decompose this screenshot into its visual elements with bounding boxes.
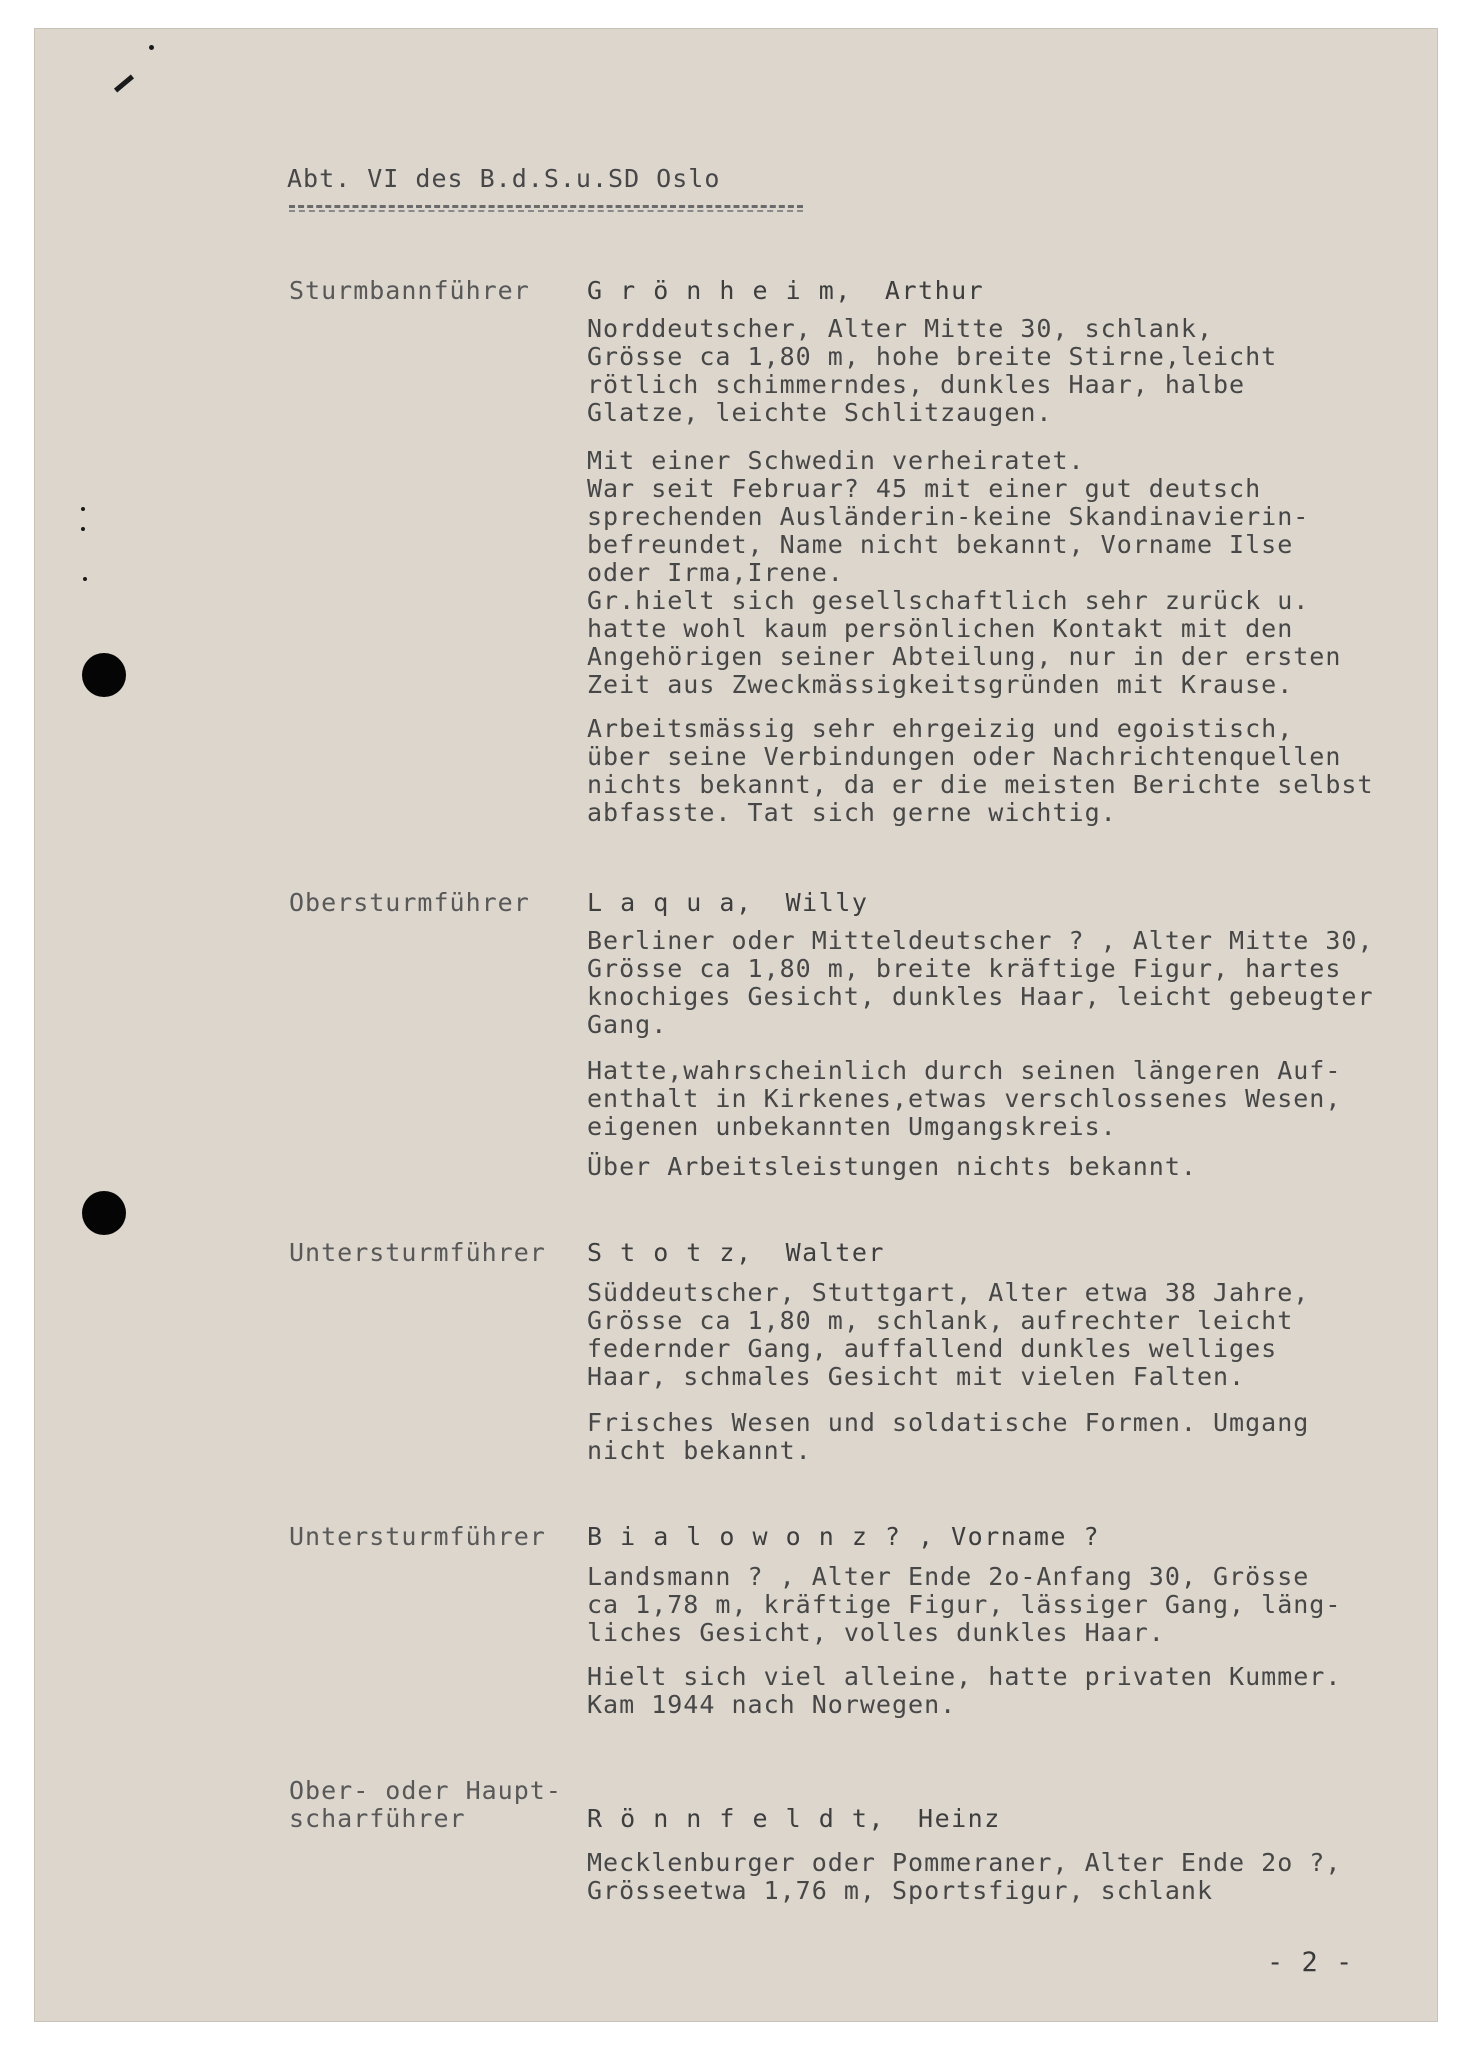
punch-hole xyxy=(82,653,126,697)
document-page xyxy=(34,28,1438,2022)
entry-rank: Sturmbannführer xyxy=(289,276,530,305)
entry-name: B i a l o w o n z ? , Vorname ? xyxy=(587,1522,1101,1551)
entry-description: Landsmann ? , Alter Ende 2o-Anfang 30, Grösse ca 1,78 m, kräftige Figur, lässiger Gang, läng- liches Gesicht, volles dunkles Haar. xyxy=(587,1562,1342,1647)
entry-name: L a q u a, Willy xyxy=(587,888,869,917)
entry-name: S t o t z, Walter xyxy=(587,1238,885,1267)
entry-note: Arbeitsmässig sehr ehrgeizig und egoistisch, über seine Verbindungen oder Nachrichtenquellen nichts bekannt, da er die meisten Berichte selbst abfasste. Tat sich gerne wichtig. xyxy=(587,714,1374,827)
punch-hole xyxy=(82,1191,126,1235)
entry-description: Süddeutscher, Stuttgart, Alter etwa 38 Jahre, Grösse ca 1,80 m, schlank, aufrechter leicht federnder Gang, auffallend dunkles welliges Haar, schmales Gesicht mit vielen Falten. xyxy=(587,1278,1310,1391)
entry-rank: Untersturmführer xyxy=(289,1522,546,1551)
ink-mark xyxy=(83,577,87,581)
entry-description: Mecklenburger oder Pommeraner, Alter Ende 2o ?, Grösseetwa 1,76 m, Sportsfigur, schlank xyxy=(587,1848,1342,1905)
ink-mark xyxy=(114,75,134,93)
entry-note: Frisches Wesen und soldatische Formen. Umgang nicht bekannt. xyxy=(587,1408,1310,1465)
entry-description: Berliner oder Mitteldeutscher ? , Alter Mitte 30, Grösse ca 1,80 m, breite kräftige Figur, hartes knochiges Gesicht, dunkles Haar, leicht gebeugter Gang. xyxy=(587,926,1374,1039)
heading-underline xyxy=(289,210,803,212)
ink-mark xyxy=(149,45,154,50)
entry-name: G r ö n h e i m, Arthur xyxy=(587,276,985,305)
ink-mark xyxy=(81,507,85,511)
page-number: - 2 - xyxy=(1267,1947,1354,1978)
entry-rank: Ober- oder Haupt- scharführer xyxy=(289,1776,562,1833)
entry-rank: Obersturmführer xyxy=(289,888,530,917)
entry-rank: Untersturmführer xyxy=(289,1238,546,1267)
entry-description: Norddeutscher, Alter Mitte 30, schlank, Grösse ca 1,80 m, hohe breite Stirne,leicht rötlich schimmerndes, dunkles Haar, halbe Glatze, leichte Schlitzaugen. xyxy=(587,314,1278,427)
heading-underline xyxy=(289,205,803,208)
entry-note: Über Arbeitsleistungen nichts bekannt. xyxy=(587,1152,1197,1181)
ink-mark xyxy=(81,527,85,531)
entry-note: Hatte,wahrscheinlich durch seinen längeren Auf- enthalt in Kirkenes,etwas verschlossenes Wesen, eigenen unbekannten Umgangskreis. xyxy=(587,1056,1342,1141)
document-heading: Abt. VI des B.d.S.u.SD Oslo xyxy=(287,164,721,193)
entry-name: R ö n n f e l d t, Heinz xyxy=(587,1804,1001,1833)
entry-note: Hielt sich viel alleine, hatte privaten Kummer. Kam 1944 nach Norwegen. xyxy=(587,1662,1342,1719)
entry-note: Mit einer Schwedin verheiratet. War seit Februar? 45 mit einer gut deutsch sprechenden Ausländerin-keine Skandinavierin- befreundet, Name nicht bekannt, Vorname Ilse oder Irma,Irene. Gr.hielt sich gesellschaftlich sehr zurück u. hatte wohl kaum persönlichen Kontakt mit den Angehörigen seiner Abteilung, nur in der ersten Zeit aus Zweckmässigkeitsgründen mit Krause. xyxy=(587,446,1342,699)
